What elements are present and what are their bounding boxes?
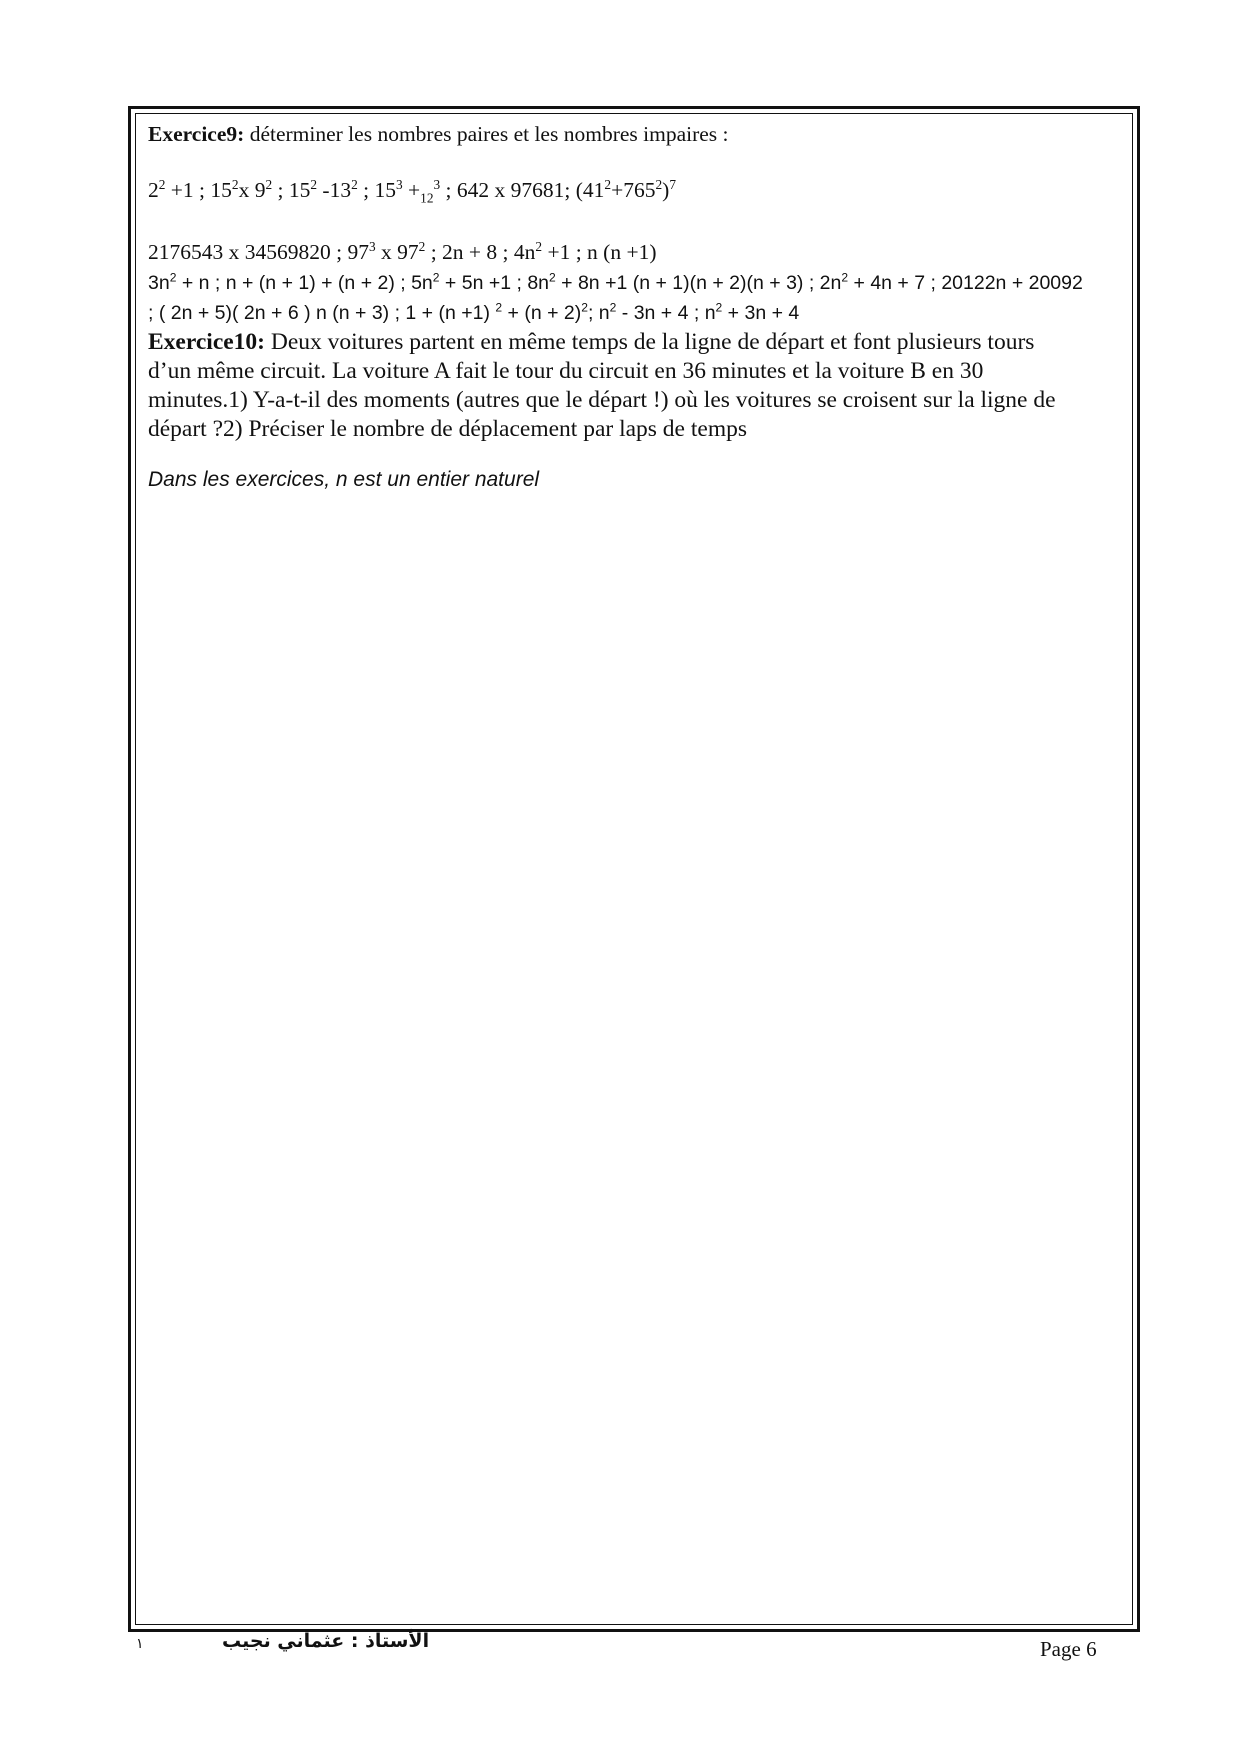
exercise9-expressions-line4: ; ( 2n + 5)( 2n + 6 ) n (n + 3) ; 1 + (n +1) $^2 + (n + 2)^2$; $n^2 - 3n + 4$ ; $n^2 + 3n + 4$ (148, 300, 800, 324)
exercise9-expressions-line1: $2^2 +1$ ; $15^2x$ $9^2$ ; $15^2$ $-13^2$ ; $15^3 +_{12}^3$ ; 642 x 97681; $(41^2+765^2)^7$ (148, 176, 676, 206)
exercise9-expressions-line2: 2176543 x 34569820 ; $97^3$ x $97^2$ ; 2n + 8 ; $4n^2 +1$ ; n (n +1) (148, 238, 657, 264)
exercise9-title: Exercice9: (148, 122, 245, 146)
exercise10-title: Exercice10: (148, 329, 266, 355)
exercise10-text-line: départ ?2) Préciser le nombre de déplacement par laps de temps (148, 416, 747, 442)
footer-page-number: Page 6 (1040, 1637, 1097, 1661)
exercise9-expressions-line3: $3n^2 + n$ ; n + (n + 1) + (n + 2) ; $5n^2 + 5n +1$ ; $8n^2 + 8n +1$ (n + 1)(n + 2)(n + 3) ; $2n^2 + 4n + 7$ ; 20122n + 20092 (148, 270, 1083, 294)
note-natural-integer: Dans les exercices, n est un entier naturel (148, 468, 540, 491)
exercise10-paragraph (148, 328, 1056, 444)
exercise10-text-line: Deux voitures partent en même temps de la ligne de départ et font plusieurs tours (265, 329, 1035, 355)
exercise9-heading (148, 122, 729, 147)
exercise10-text-line: minutes.1) Y-a-t-il des moments (autres que le départ !) où les voitures se croisent sur la ligne de (148, 387, 1056, 413)
footer-page-number-arabic: ١ (136, 1636, 144, 1652)
footer-teacher-name: الأستاذ : عثماني نجيب (222, 1630, 430, 1652)
exercise10-text-line: d’un même circuit. La voiture A fait le tour du circuit en 36 minutes et la voiture B en 30 (148, 358, 984, 384)
exercise9-instruction: déterminer les nombres paires et les nombres impaires : (244, 122, 729, 146)
